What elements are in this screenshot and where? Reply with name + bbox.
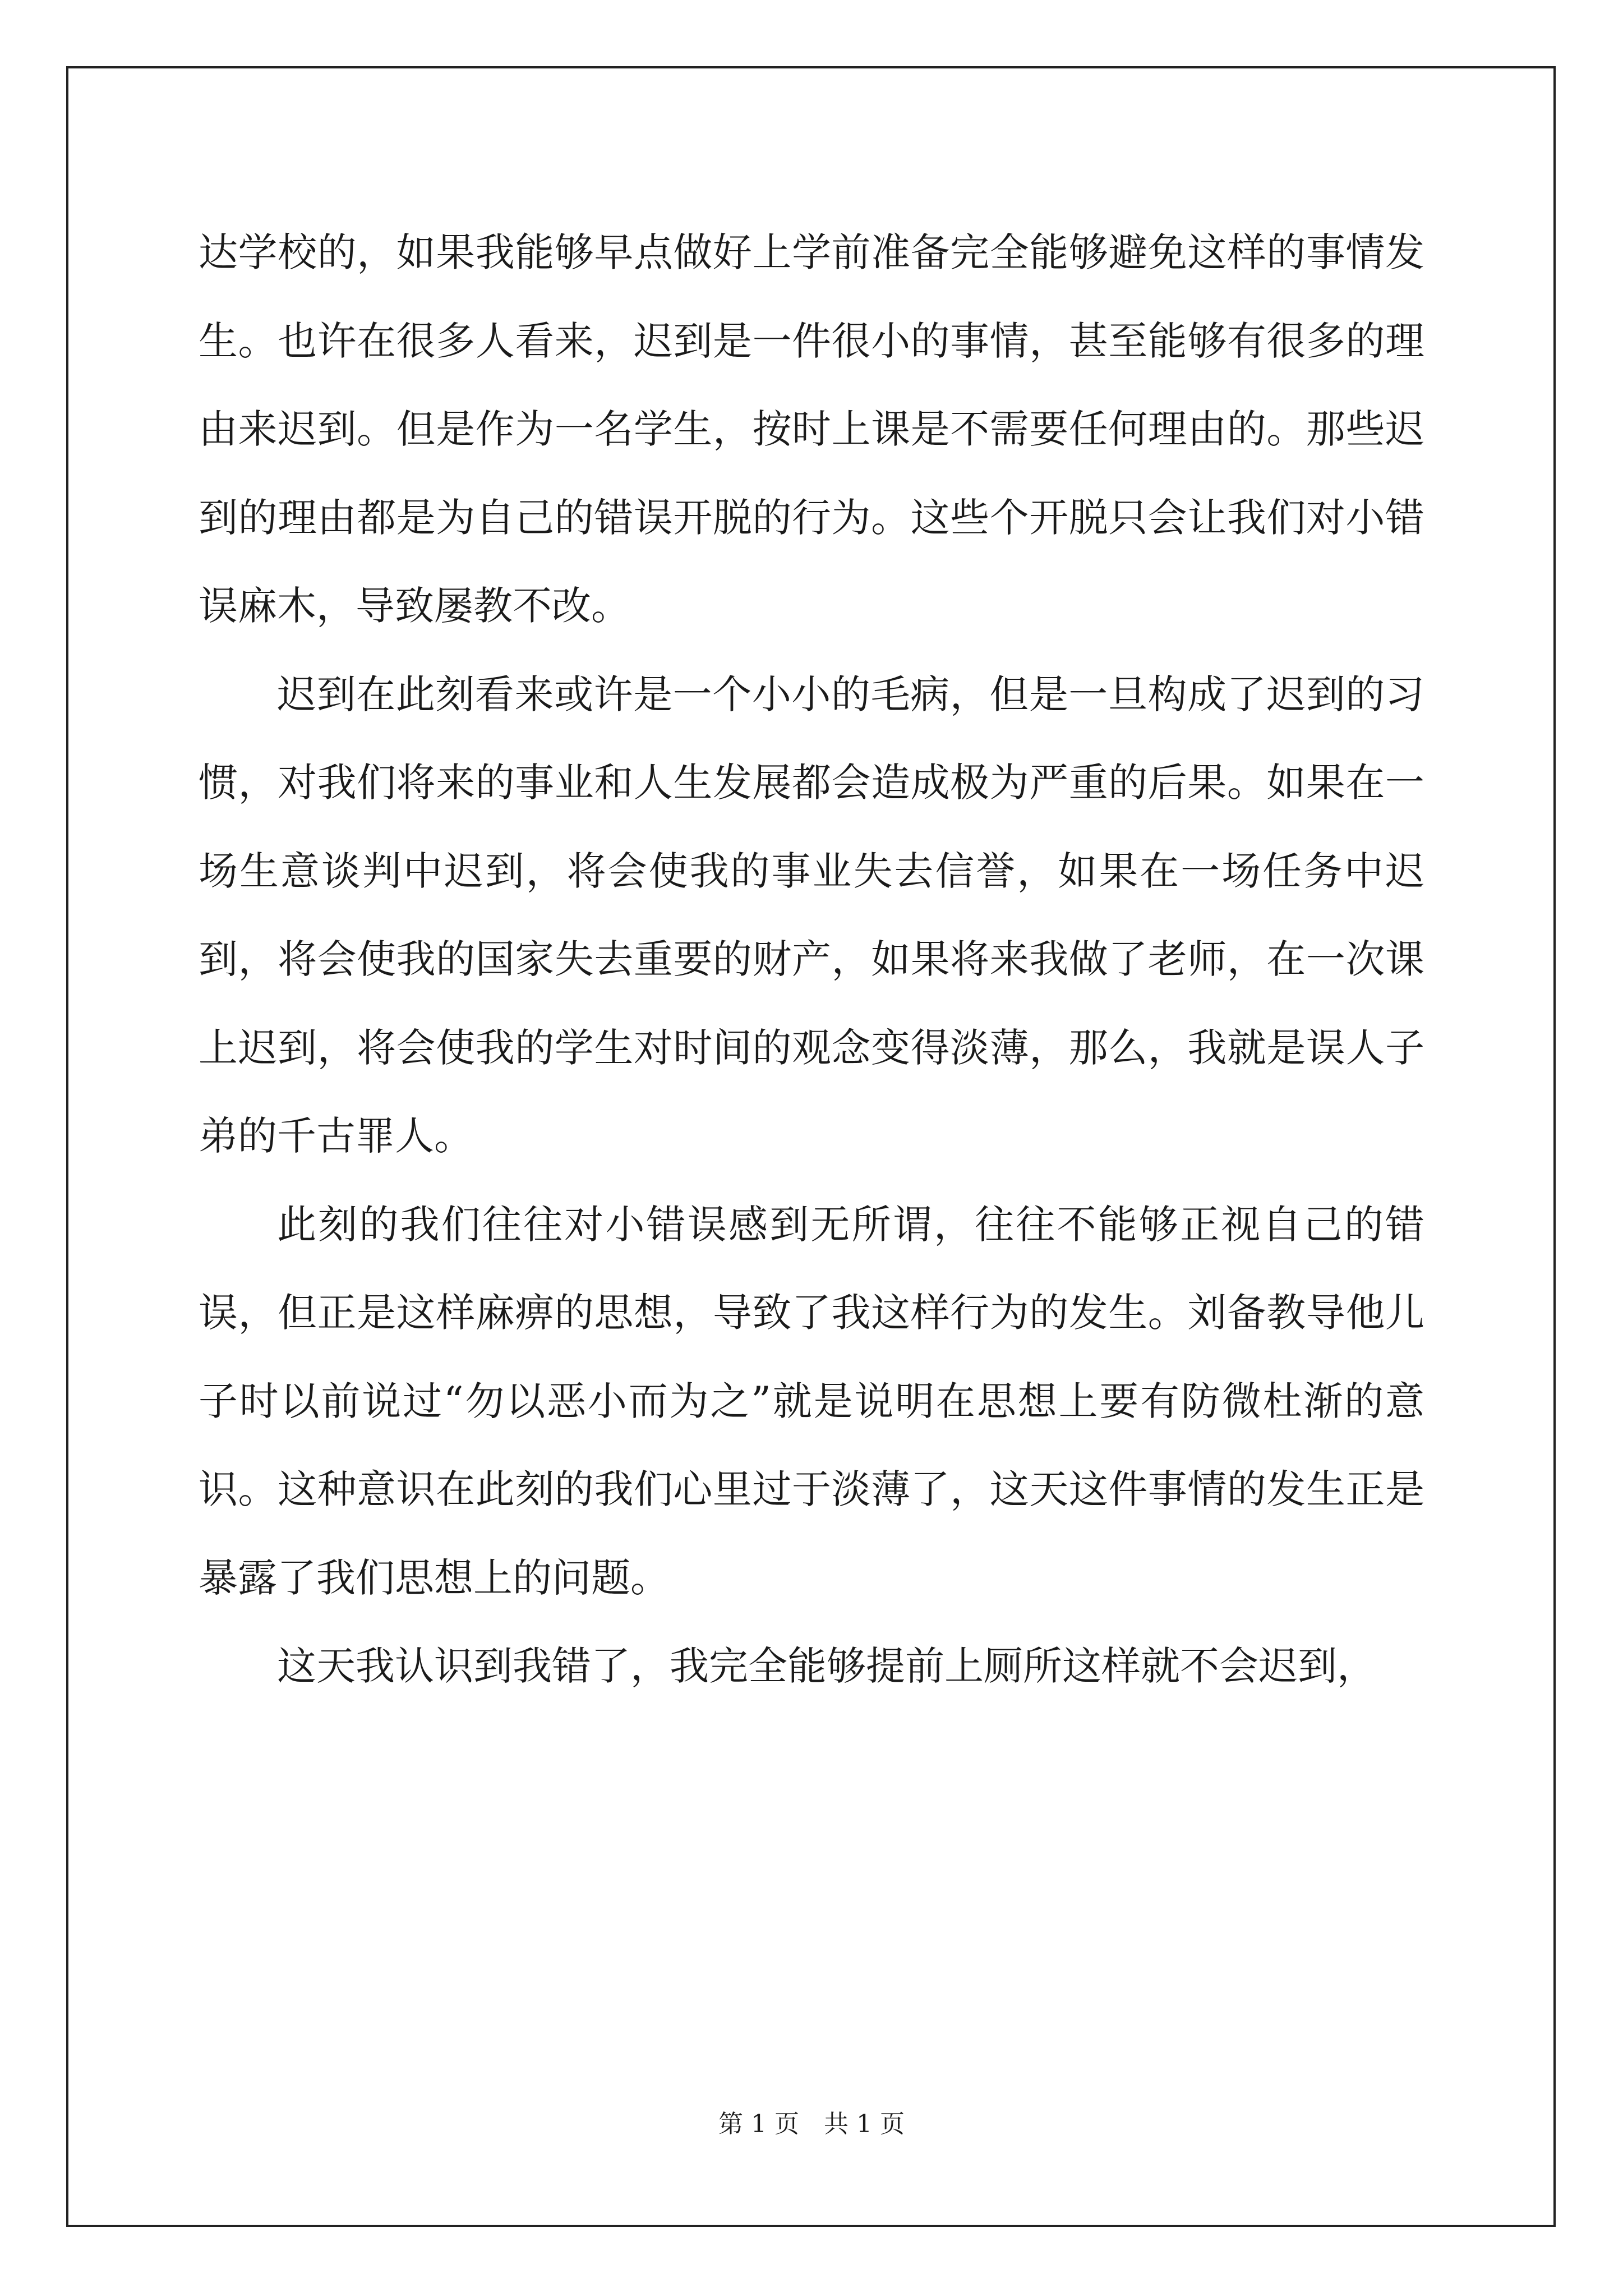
document-body	[199, 209, 1424, 1711]
paragraph-1: 达学校的，如果我能够早点做好上学前准备完全能够避免这样的事情发生。也许在很多人看来，迟到是一件很小的事情，甚至能够有很多的理由来迟到。但是作为一名学生，按时上课是不需要任何理由的。那些迟到的理由都是为自己的错误开脱的行为。这些个开脱只会让我们对小错误麻木，导致屡教不改。	[199, 229, 1424, 629]
paragraph-2: 迟到在此刻看来或许是一个小小的毛病，但是一旦构成了迟到的习惯，对我们将来的事业和人生发展都会造成极为严重的后果。如果在一场生意谈判中迟到，将会使我的事业失去信誉，如果在一场任务中迟到，将会使我的国家失去重要的财产，如果将来我做了老师，在一次课上迟到，将会使我的学生对时间的观念变得淡薄，那么，我就是误人子弟的千古罪人。	[199, 671, 1424, 1159]
page-footer: 第 1 页 共 1 页	[718, 2110, 905, 2138]
paragraph-4: 这天我认识到我错了，我完全能够提前上厕所这样就不会迟到，	[277, 1643, 1376, 1689]
paragraph-3: 此刻的我们往往对小错误感到无所谓，往往不能够正视自己的错误，但正是这样麻痹的思想，导致了我这样行为的发生。刘备教导他儿子时以前说过“勿以恶小而为之”就是说明在思想上要有防微杜渐的意识。这种意识在此刻的我们心里过于淡薄了，这天这件事情的发生正是暴露了我们思想上的问题。	[199, 1201, 1424, 1601]
